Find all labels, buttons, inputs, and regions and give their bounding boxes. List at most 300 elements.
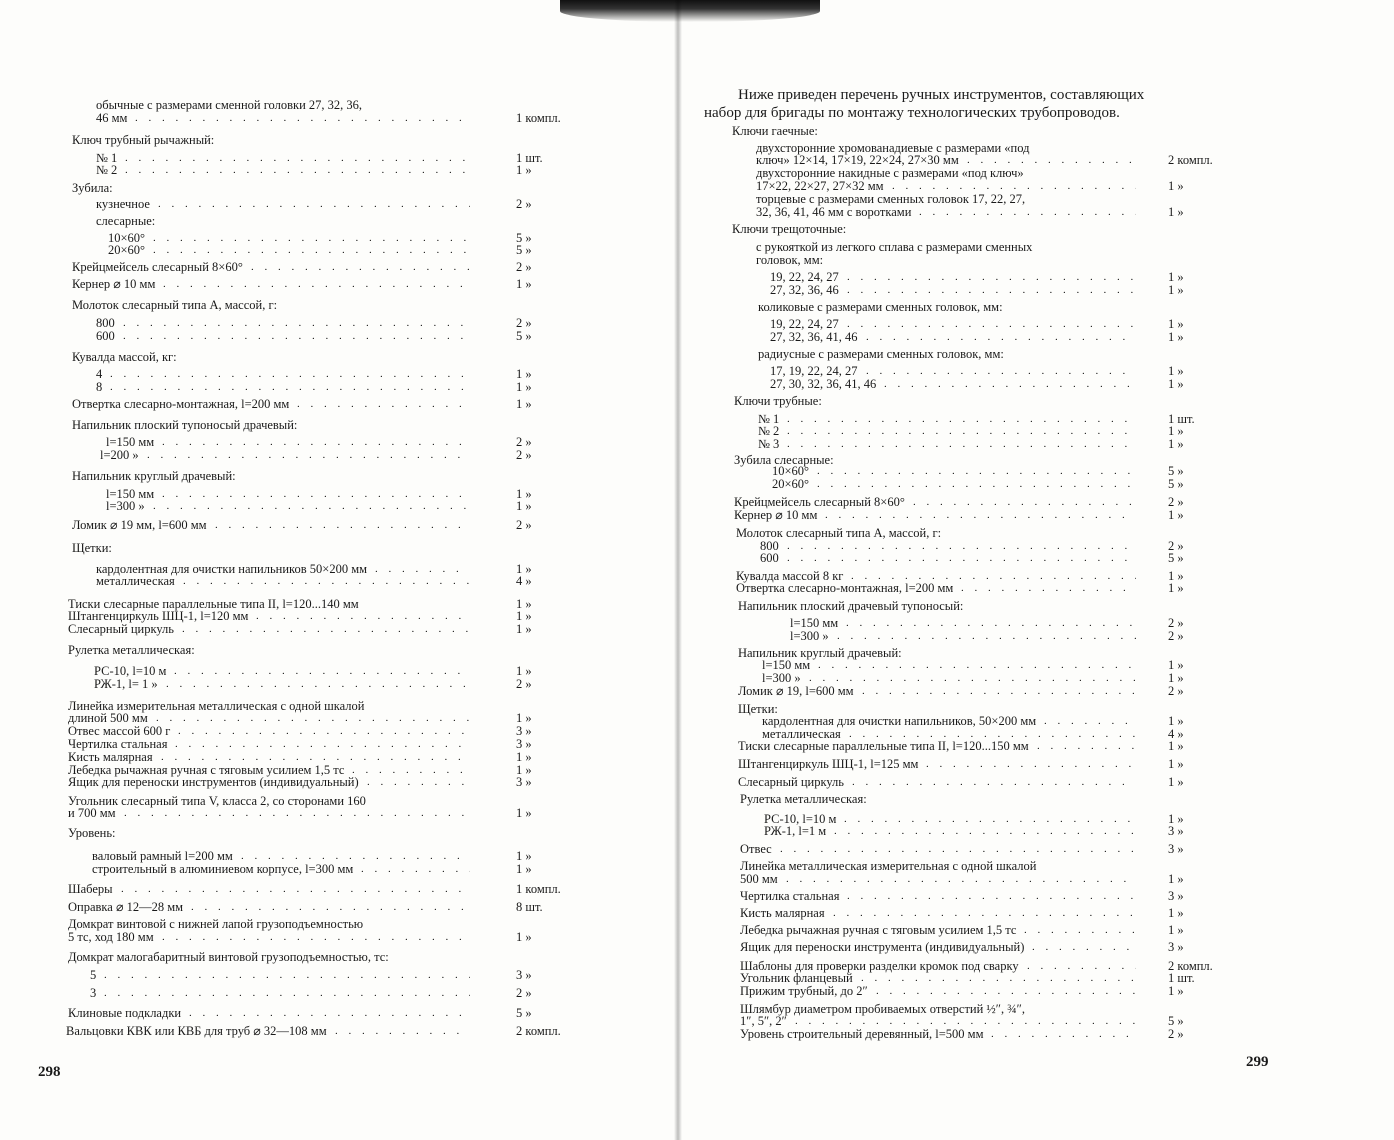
tool-quantity: 2 » [516, 986, 532, 1000]
right-page [696, 0, 1386, 1140]
tool-list-row [108, 243, 596, 258]
tool-name: 500 мм [740, 872, 778, 886]
tool-name: Рулетка металлическая: [740, 792, 867, 806]
dot-leader [121, 882, 470, 897]
tool-name: ключ» 12×14, 17×19, 22×24, 27×30 мм [756, 153, 959, 167]
tool-quantity: 2 » [1168, 629, 1184, 643]
tool-quantity: 1 » [1168, 377, 1184, 391]
tool-quantity: 2 » [516, 518, 532, 532]
tool-list-row [770, 330, 1248, 345]
tool-list-row [92, 862, 596, 877]
tool-quantity: 5 » [1168, 551, 1184, 565]
tool-quantity: 1 » [516, 380, 532, 394]
tool-name: двухсторонние хромованадиевые с размерами «под [756, 141, 1030, 155]
tool-name: 20×60° [108, 243, 146, 257]
tool-quantity: 1 » [1168, 714, 1184, 728]
tool-list-row [68, 826, 596, 841]
dot-leader [183, 574, 470, 589]
tool-quantity: 1 » [516, 763, 532, 777]
tool-name: кардолентная для очистки напильников, 50×200 мм [762, 714, 1037, 728]
dot-leader [153, 499, 470, 514]
tool-name: 1″, 5″, 2″ [740, 1014, 787, 1028]
tool-quantity: 5 » [516, 243, 532, 257]
tool-quantity: 3 » [516, 968, 532, 982]
tool-name: Кернер ⌀ 10 мм [72, 277, 156, 291]
tool-name: 32, 36, 41, 46 мм с воротками [756, 205, 912, 219]
tool-list-row [72, 350, 596, 365]
tool-list-row [72, 418, 596, 433]
dot-leader [125, 163, 470, 178]
tool-name: 27, 32, 36, 46 [770, 283, 839, 297]
tool-name: 800 [760, 539, 779, 553]
tool-list-row [96, 380, 596, 395]
tool-name: 17×22, 22×27, 27×32 мм [756, 179, 884, 193]
tool-quantity: 5 » [516, 231, 532, 245]
tool-name: l=200 » [100, 448, 139, 462]
intro-line-2: набор для бригады по монтажу технологических трубопроводов. [704, 105, 1120, 121]
tool-name: 10×60° [772, 464, 810, 478]
tool-list-row [96, 111, 596, 126]
tool-list-row [68, 1006, 596, 1021]
page-number-left: 298 [38, 1064, 61, 1080]
dot-leader [787, 437, 1136, 452]
right-tool-list [696, 0, 1386, 1140]
tool-quantity: 2 » [1168, 616, 1184, 630]
tool-quantity: 2 компл. [1168, 959, 1213, 973]
dot-leader [191, 900, 470, 915]
tool-quantity: 1 » [516, 597, 532, 611]
tool-name: Угольник слесарный типа V, класса 2, со сторонами 160 [68, 794, 366, 808]
tool-quantity: 4 » [1168, 727, 1184, 741]
tool-name: Ломик ⌀ 19 мм, l=600 мм [72, 518, 207, 532]
tool-list-row [734, 394, 1248, 409]
tool-name: Молоток слесарный типа А, массой, г: [736, 526, 942, 540]
tool-name: Штангенциркуль ШЦ-1, l=120 мм [68, 609, 249, 623]
tool-list-row [72, 133, 596, 148]
tool-name: Крейцмейсель слесарный 8×60° [72, 260, 243, 274]
tool-quantity: 2 компл. [1168, 153, 1213, 167]
tool-name: Шаблоны для проверки разделки кромок под сварку [740, 959, 1019, 973]
tool-list-row [96, 214, 596, 229]
tool-quantity: 1 » [1168, 424, 1184, 438]
tool-quantity: 1 » [516, 609, 532, 623]
tool-quantity: 5 » [1168, 464, 1184, 478]
tool-name: 10×60° [108, 231, 146, 245]
tool-quantity: 2 » [1168, 1027, 1184, 1041]
tool-name: строительный в алюминиевом корпусе, l=300 мм [92, 862, 354, 876]
tool-name: Прижим трубный, до 2″ [740, 984, 868, 998]
page-number-right: 299 [1246, 1054, 1269, 1070]
dot-leader [780, 842, 1136, 857]
tool-name: двухсторонние накидные с размерами «под ключ» [756, 166, 1024, 180]
tool-list-row [738, 684, 1248, 699]
tool-quantity: 1 » [516, 664, 532, 678]
tool-name: 27, 32, 36, 41, 46 [770, 330, 858, 344]
tool-name: кардолентная для очистки напильников 50×200 мм [96, 562, 368, 576]
tool-name: 46 мм [96, 111, 128, 125]
tool-quantity: 1 компл. [516, 882, 561, 896]
tool-list-row [72, 298, 596, 313]
tool-list-row [756, 253, 1248, 268]
tool-name: РЖ-1, l= 1 » [94, 677, 158, 691]
tool-quantity: 3 » [516, 724, 532, 738]
tool-list-row [68, 882, 596, 897]
tool-name: Кисть малярная [740, 906, 825, 920]
tool-name: № 2 [758, 424, 780, 438]
tool-list-row [94, 677, 596, 692]
tool-list-row [740, 906, 1248, 921]
tool-list-row [764, 824, 1248, 839]
tool-list-row [68, 930, 596, 945]
dot-leader [786, 872, 1136, 887]
dot-leader [866, 330, 1136, 345]
tool-name: обычные с размерами сменной головки 27, 32, 36, [96, 98, 363, 112]
tool-quantity: 2 » [1168, 495, 1184, 509]
dot-leader [162, 930, 470, 945]
tool-quantity: 1 » [1168, 757, 1184, 771]
tool-name: 8 [96, 380, 103, 394]
tool-name: 600 [760, 551, 779, 565]
tool-quantity: 2 » [516, 448, 532, 462]
tool-quantity: 1 » [516, 930, 532, 944]
dot-leader [926, 757, 1136, 772]
tool-name: 19, 22, 24, 27 [770, 270, 839, 284]
dot-leader [124, 806, 470, 821]
tool-quantity: 3 » [516, 737, 532, 751]
tool-name: l=150 мм [762, 658, 811, 672]
tool-name: Лебедка рычажная ручная с тяговым усилием 1,5 тс [68, 763, 345, 777]
tool-name: Шлямбур диаметром пробиваемых отверстий ½″, ¾″, [740, 1002, 1025, 1016]
tool-quantity: 1 » [516, 397, 532, 411]
tool-name: Щетки: [738, 702, 778, 716]
tool-quantity: 1 » [1168, 739, 1184, 753]
tool-list-row [756, 205, 1248, 220]
tool-name: 20×60° [772, 477, 810, 491]
tool-name: Клиновые подкладки [68, 1006, 182, 1020]
tool-list-row [770, 377, 1248, 392]
tool-quantity: 3 » [1168, 889, 1184, 903]
tool-name: Вальцовки КВК или КВБ для труб ⌀ 32—108 мм [66, 1024, 327, 1038]
tool-name: Оправка ⌀ 12—28 мм [68, 900, 184, 914]
tool-list-row [758, 437, 1248, 452]
tool-name: валовый рамный l=200 мм [92, 849, 233, 863]
dot-leader [189, 1006, 470, 1021]
tool-name: l=300 » [106, 499, 145, 513]
tool-name: коликовые с размерами сменных головок, мм: [758, 300, 1003, 314]
tool-quantity: 1 » [1168, 984, 1184, 998]
tool-list-row [738, 739, 1248, 754]
dot-leader [817, 477, 1136, 492]
tool-quantity: 2 » [1168, 539, 1184, 553]
tool-list-row [72, 518, 596, 533]
tool-name: 5 [90, 968, 97, 982]
tool-list-row [758, 300, 1248, 315]
tool-quantity: 1 » [1168, 283, 1184, 297]
dot-leader [135, 111, 470, 126]
tool-list-row [758, 347, 1248, 362]
tool-list-row [740, 940, 1248, 955]
tool-list-row [740, 872, 1248, 887]
tool-name: l=150 мм [106, 487, 155, 501]
tool-quantity: 2 » [516, 260, 532, 274]
tool-name: № 3 [758, 437, 780, 451]
tool-name: l=300 » [762, 671, 801, 685]
tool-quantity: 1 » [516, 487, 532, 501]
tool-list-row [100, 448, 596, 463]
dot-leader [847, 889, 1136, 904]
tool-quantity: 2 компл. [516, 1024, 561, 1038]
tool-list-row [96, 163, 596, 178]
tool-name: Ключи трубные: [734, 394, 822, 408]
tool-name: с рукояткой из легкого сплава с размерами сменных [756, 240, 1033, 254]
tool-name: РС-10, l=10 м [764, 812, 837, 826]
tool-list-row [68, 900, 596, 915]
tool-name: № 1 [758, 412, 780, 426]
tool-name: Зубила слесарные: [734, 453, 834, 467]
dot-leader [847, 283, 1136, 298]
tool-name: РЖ-1, l=1 м [764, 824, 827, 838]
tool-list-row [740, 889, 1248, 904]
tool-name: Отвертка слесарно-монтажная, l=200 мм [736, 581, 954, 595]
tool-name: Напильник плоский драчевый тупоносый: [738, 599, 964, 613]
dot-leader [961, 581, 1136, 596]
tool-name: Шаберы [68, 882, 113, 896]
tool-list-row [738, 599, 1248, 614]
tool-list-row [72, 469, 596, 484]
dot-leader [215, 518, 470, 533]
tool-list-row [72, 397, 596, 412]
tool-name: 3 [90, 986, 97, 1000]
tool-name: головок, мм: [756, 253, 824, 267]
tool-list-row [736, 581, 1248, 596]
tool-quantity: 1 » [1168, 179, 1184, 193]
tool-quantity: 1 » [1168, 270, 1184, 284]
tool-name: Слесарный циркуль [738, 775, 844, 789]
tool-quantity: 1 » [1168, 364, 1184, 378]
tool-quantity: 1 шт. [1168, 412, 1195, 426]
tool-name: № 2 [96, 163, 118, 177]
dot-leader [852, 775, 1136, 790]
tool-quantity: 2 » [516, 677, 532, 691]
tool-name: l=300 » [790, 629, 829, 643]
dot-leader [166, 677, 470, 692]
tool-list-row [96, 197, 596, 212]
tool-quantity: 1 » [1168, 330, 1184, 344]
dot-leader [163, 277, 470, 292]
dot-leader [110, 380, 470, 395]
tool-name: Ключ трубный рычажный: [72, 133, 215, 147]
dot-leader [862, 684, 1136, 699]
tool-name: слесарные: [96, 214, 156, 228]
dot-leader [104, 968, 470, 983]
tool-name: Ломик ⌀ 19, l=600 мм [738, 684, 854, 698]
tool-quantity: 1 » [1168, 317, 1184, 331]
dot-leader [123, 329, 470, 344]
dot-leader [1032, 940, 1136, 955]
dot-leader [884, 377, 1136, 392]
tool-name: Ящик для переноски инструментов (индивидуальный) [68, 775, 359, 789]
tool-quantity: 1 » [516, 499, 532, 513]
tool-list-row [740, 1027, 1248, 1042]
tool-quantity: 5 » [516, 1006, 532, 1020]
tool-quantity: 2 » [516, 316, 532, 330]
dot-leader [825, 508, 1136, 523]
tool-quantity: 8 шт. [516, 900, 543, 914]
tool-quantity: 1 » [1168, 906, 1184, 920]
tool-name: торцевые с размерами сменных головок 17, 22, 27, [756, 192, 1026, 206]
tool-name: Линейка металлическая измерительная с одной шкалой [740, 859, 1037, 873]
tool-name: Чертилка стальная [68, 737, 168, 751]
tool-quantity: 2 » [1168, 684, 1184, 698]
tool-list-row [68, 622, 596, 637]
tool-quantity: 1 » [1168, 812, 1184, 826]
tool-list-row [66, 1024, 596, 1039]
tool-quantity: 1 » [516, 711, 532, 725]
dot-leader [1037, 739, 1136, 754]
tool-name: Кувалда массой, кг: [72, 350, 177, 364]
tool-list-row [72, 277, 596, 292]
tool-name: Крейцмейсель слесарный 8×60° [734, 495, 905, 509]
tool-list-row [68, 643, 596, 658]
dot-leader [153, 243, 470, 258]
dot-leader [837, 629, 1136, 644]
tool-name: Уровень строительный деревянный, l=500 мм [740, 1027, 984, 1041]
tool-list-row [68, 775, 596, 790]
tool-quantity: 1 » [1168, 508, 1184, 522]
tool-name: Кувалда массой 8 кг [736, 569, 844, 583]
tool-quantity: 3 » [516, 775, 532, 789]
dot-leader [251, 260, 470, 275]
tool-name: Угольник фланцевый [740, 971, 853, 985]
tool-quantity: 5 » [1168, 1014, 1184, 1028]
dot-leader [1024, 923, 1136, 938]
tool-quantity: 4 » [516, 574, 532, 588]
tool-name: Домкрат винтовой с нижней лапой грузоподъемностью [68, 917, 364, 931]
tool-name: Щетки: [72, 541, 112, 555]
tool-list-row [734, 508, 1248, 523]
tool-quantity: 5 » [516, 329, 532, 343]
tool-list-row [740, 842, 1248, 857]
tool-name: 19, 22, 24, 27 [770, 317, 839, 331]
dot-leader [182, 622, 470, 637]
tool-name: l=150 мм [106, 435, 155, 449]
tool-list-row [72, 260, 596, 275]
tool-list-row [770, 283, 1248, 298]
tool-list-row [740, 792, 1248, 807]
tool-quantity: 1 » [516, 750, 532, 764]
tool-name: 4 [96, 367, 103, 381]
tool-name: 5 тс, ход 180 мм [68, 930, 154, 944]
tool-quantity: 1 » [1168, 671, 1184, 685]
tool-quantity: 1 » [516, 622, 532, 636]
tool-quantity: 1 » [516, 277, 532, 291]
tool-name: 27, 30, 32, 36, 41, 46 [770, 377, 877, 391]
tool-quantity: 1 шт. [516, 151, 543, 165]
tool-name: 600 [96, 329, 115, 343]
tool-quantity: 3 » [1168, 940, 1184, 954]
dot-leader [335, 1024, 470, 1039]
tool-name: Ключи трещоточные: [732, 222, 847, 236]
tool-name: Напильник плоский тупоносый драчевый: [72, 418, 298, 432]
tool-quantity: 1 » [1168, 923, 1184, 937]
dot-leader [787, 551, 1136, 566]
tool-name: Напильник круглый драчевый: [738, 646, 902, 660]
tool-name: РС-10, l=10 м [94, 664, 167, 678]
tool-quantity: 1 » [1168, 658, 1184, 672]
tool-quantity: 1 » [1168, 437, 1184, 451]
tool-name: 17, 19, 22, 24, 27 [770, 364, 858, 378]
tool-quantity: 1 » [1168, 581, 1184, 595]
tool-list-row [732, 124, 1248, 139]
tool-name: № 1 [96, 151, 118, 165]
tool-list-row [90, 968, 596, 983]
tool-name: Рулетка металлическая: [68, 643, 195, 657]
tool-name: и 700 мм [68, 806, 116, 820]
dot-leader [367, 775, 470, 790]
intro-line-1: Ниже приведен перечень ручных инструментов, составляющих [738, 87, 1145, 103]
dot-leader [297, 397, 470, 412]
dot-leader [834, 824, 1136, 839]
tool-name: Молоток слесарный типа А, массой, г: [72, 298, 278, 312]
dot-leader [361, 862, 470, 877]
tool-name: металлическая [96, 574, 175, 588]
dot-leader [919, 205, 1136, 220]
tool-list-row [72, 541, 596, 556]
tool-name: 800 [96, 316, 115, 330]
tool-quantity: 1 » [516, 562, 532, 576]
tool-name: Ключи гаечные: [732, 124, 818, 138]
tool-quantity: 1 » [1168, 569, 1184, 583]
tool-name: Тиски слесарные параллельные типа II, l=120...150 мм [738, 739, 1029, 753]
dot-leader [876, 984, 1136, 999]
tool-name: длиной 500 мм [68, 711, 148, 725]
tool-name: Домкрат малогабаритный винтовой грузоподъемностью, тс: [68, 950, 389, 964]
tool-name: радиусные с размерами сменных головок, мм: [758, 347, 1004, 361]
tool-name: Кисть малярная [68, 750, 153, 764]
tool-quantity: 1 компл. [516, 111, 561, 125]
dot-leader [833, 906, 1136, 921]
tool-name: Лебедка рычажная ручная с тяговым усилием 1,5 тс [740, 923, 1017, 937]
tool-list-row [732, 222, 1248, 237]
tool-name: l=150 мм [790, 616, 839, 630]
tool-name: Отвес массой 600 г [68, 724, 171, 738]
tool-list-row [740, 984, 1248, 999]
tool-quantity: 2 » [516, 197, 532, 211]
tool-quantity: 1 » [516, 163, 532, 177]
tool-list-row [68, 950, 596, 965]
dot-leader [104, 986, 470, 1001]
tool-list-row [790, 629, 1248, 644]
tool-name: металлическая [762, 727, 841, 741]
tool-name: Отвес [740, 842, 772, 856]
tool-quantity: 1 » [1168, 205, 1184, 219]
tool-name: Отвертка слесарно-монтажная, l=200 мм [72, 397, 290, 411]
tool-name: Кернер ⌀ 10 мм [734, 508, 818, 522]
tool-name: Штангенциркуль ШЦ-1, l=125 мм [738, 757, 919, 771]
tool-quantity: 1 » [516, 862, 532, 876]
tool-quantity: 1 шт. [1168, 971, 1195, 985]
tool-name: Ящик для переноски инструмента (индивидуальный) [740, 940, 1025, 954]
tool-quantity: 1 » [1168, 872, 1184, 886]
tool-quantity: 1 » [516, 806, 532, 820]
tool-quantity: 5 » [1168, 477, 1184, 491]
tool-quantity: 1 » [516, 849, 532, 863]
tool-list-row [738, 757, 1248, 772]
tool-quantity: 1 » [1168, 775, 1184, 789]
tool-name: Слесарный циркуль [68, 622, 174, 636]
tool-quantity: 2 » [516, 435, 532, 449]
tool-name: Тиски слесарные параллельные типа II, l=120...140 мм [68, 597, 359, 611]
